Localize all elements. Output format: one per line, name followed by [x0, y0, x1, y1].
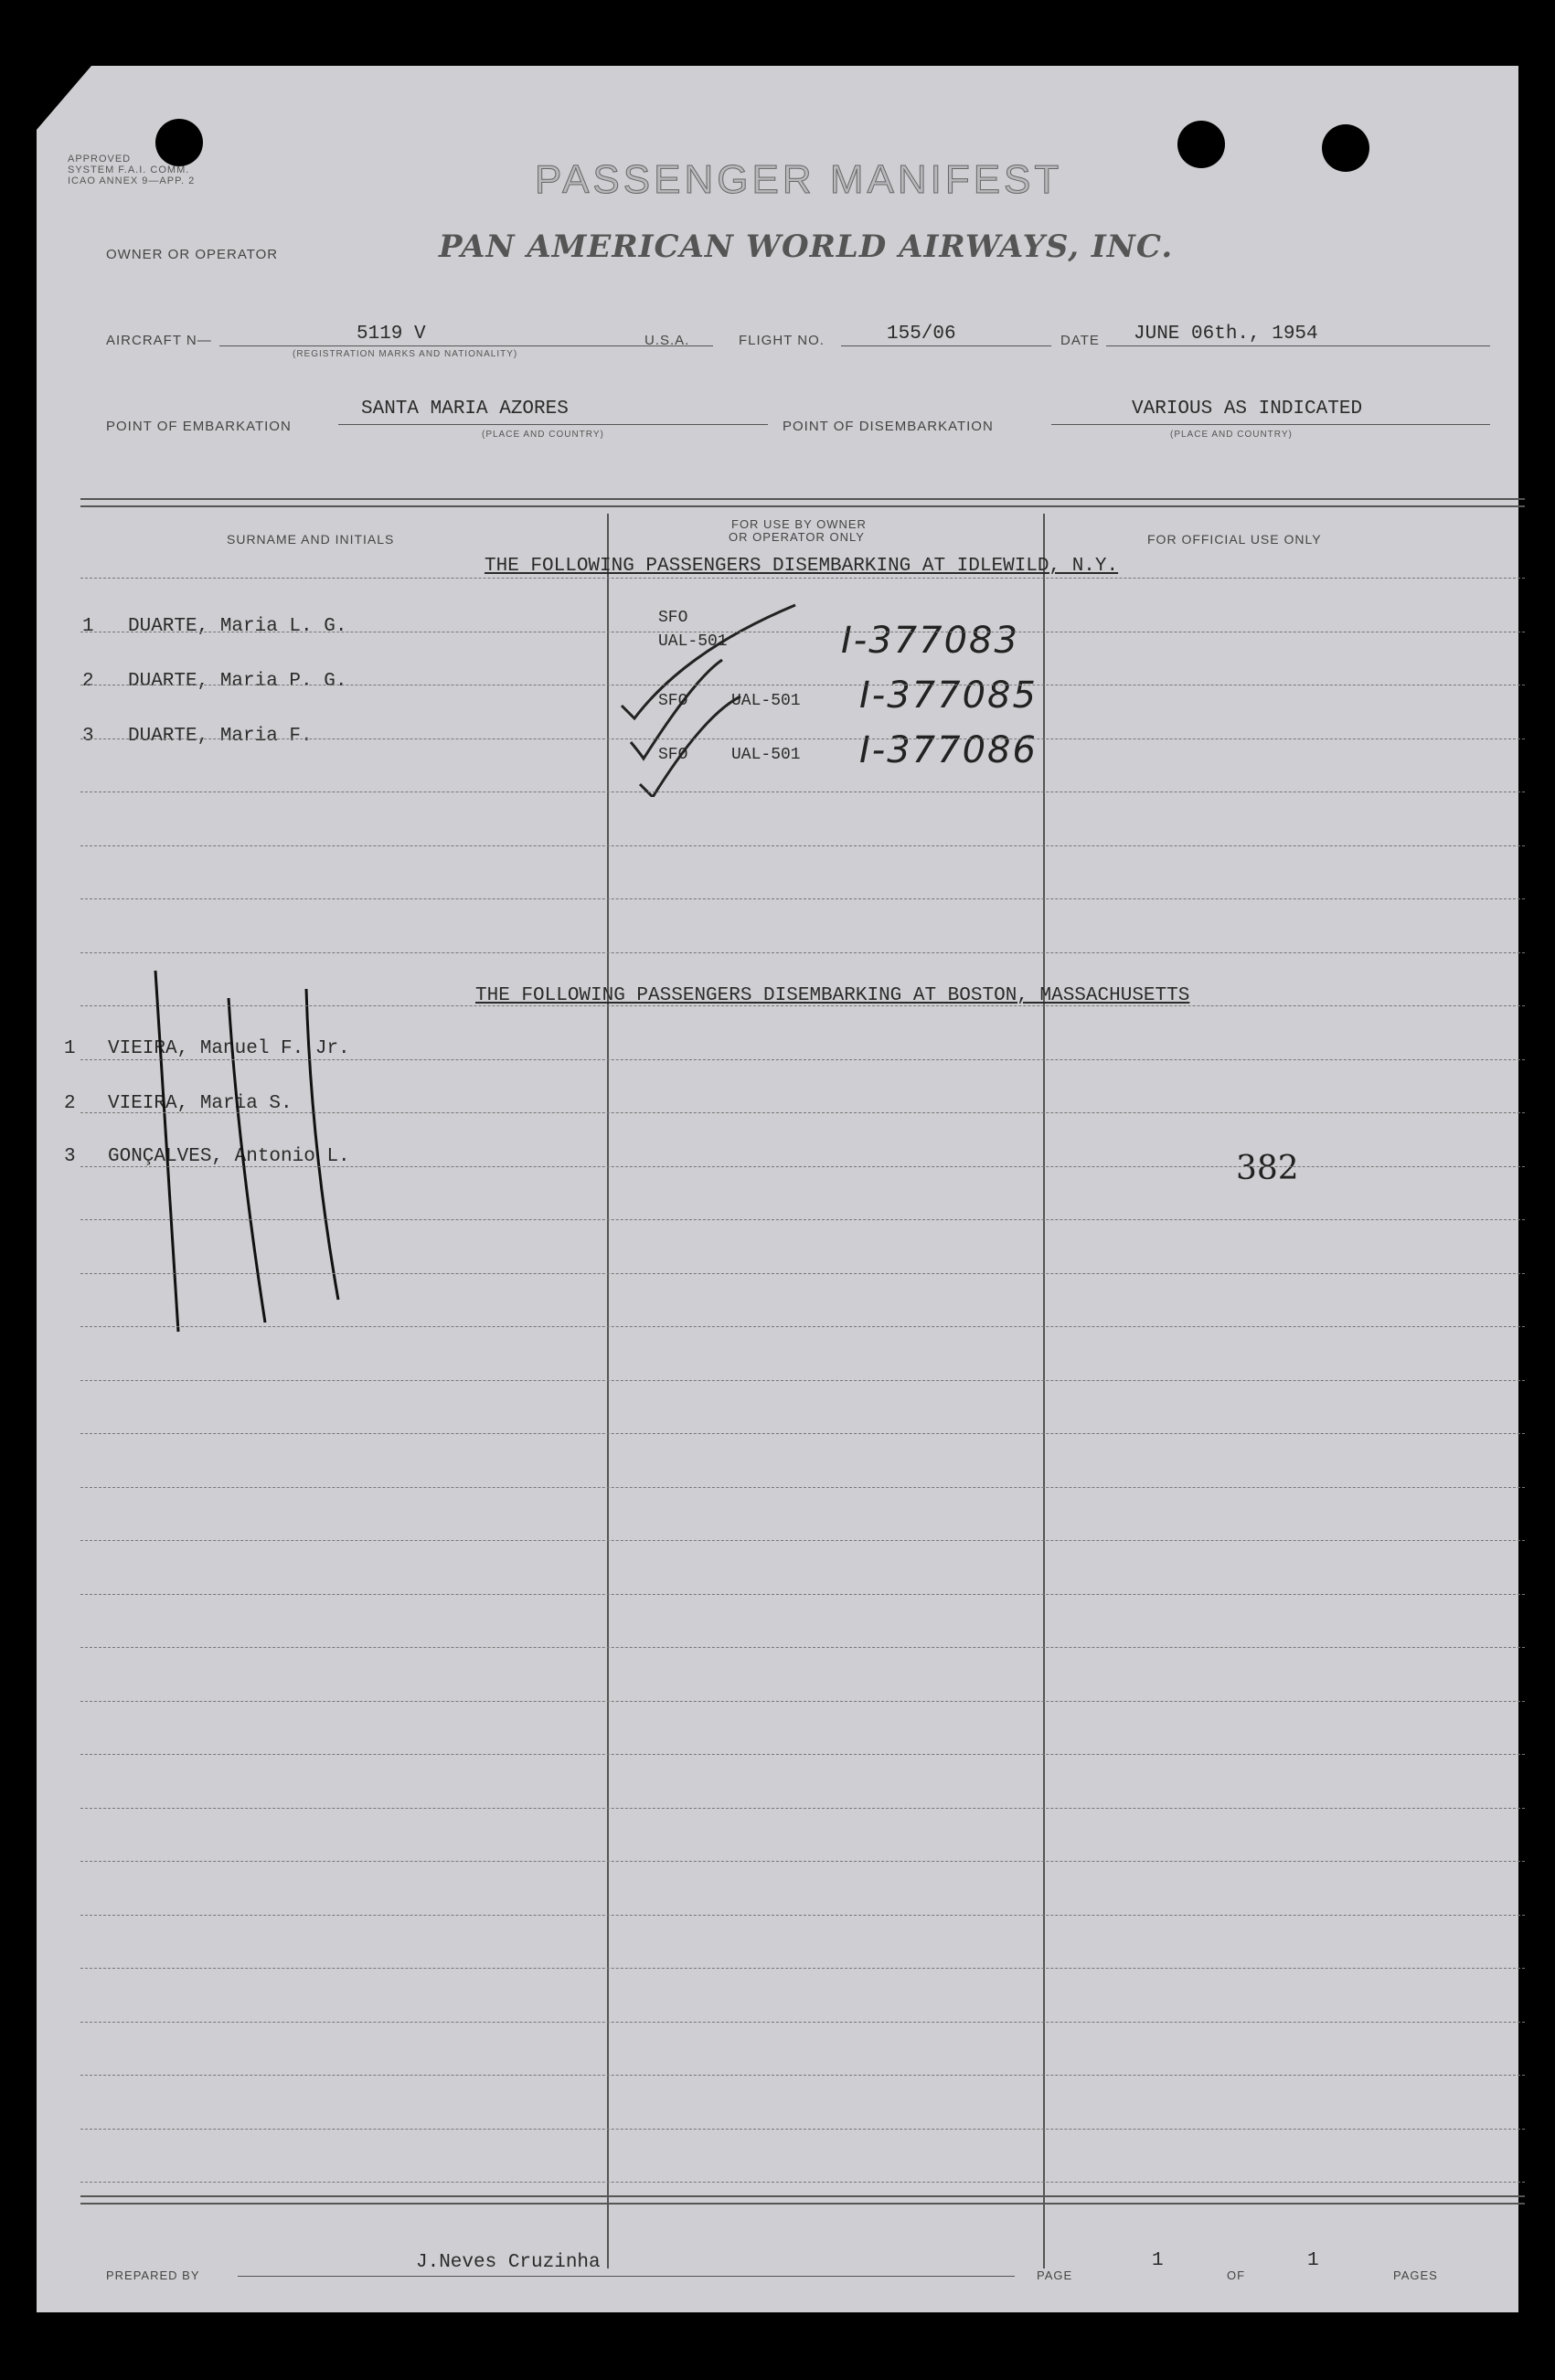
stamped-number: 382 — [1236, 1150, 1299, 1187]
strike-marks — [128, 962, 366, 1345]
torn-corner — [37, 66, 110, 139]
table-top-rule-2 — [80, 505, 1525, 507]
prepared-by-label: PREPARED BY — [106, 2268, 200, 2282]
row-rule — [80, 952, 1525, 953]
flight-value: 155/06 — [887, 324, 956, 345]
aircraft-value: 5119 V — [357, 324, 426, 345]
page-number: 1 — [1152, 2250, 1164, 2271]
manifest-page — [37, 66, 1518, 2312]
row-rule — [80, 2182, 1525, 2183]
approval-block — [68, 154, 195, 186]
pages-label: PAGES — [1393, 2268, 1438, 2282]
table-top-rule — [80, 498, 1525, 500]
official-handwritten-number: I-377085 — [859, 675, 1038, 717]
disembarkation-sublabel: (PLACE AND COUNTRY) — [1170, 430, 1293, 440]
table-bottom-rule — [80, 2195, 1525, 2197]
col-official-header: FOR OFFICIAL USE ONLY — [1147, 532, 1322, 547]
date-underline — [1106, 345, 1490, 346]
page-label: PAGE — [1037, 2268, 1073, 2282]
row-rule — [80, 738, 1525, 739]
row-rule — [80, 2075, 1525, 2076]
owner-label: OWNER OR OPERATOR — [106, 247, 279, 262]
disembarkation-underline — [1051, 424, 1490, 425]
passenger-name: VIEIRA, Maria S. — [108, 1093, 293, 1114]
passenger-number: 2 — [82, 671, 94, 692]
row-rule — [80, 1701, 1525, 1702]
passenger-name: VIEIRA, Manuel F. Jr. — [108, 1038, 350, 1059]
approval-line: SYSTEM F.A.I. COMM. — [68, 165, 190, 175]
row-rule — [80, 1059, 1525, 1060]
row-rule — [80, 1273, 1525, 1274]
embarkation-underline — [338, 424, 768, 425]
section1-heading: THE FOLLOWING PASSENGERS DISEMBARKING AT IDLEWILD, N.Y. — [485, 556, 1119, 577]
approval-line: ICAO ANNEX 9—APP. 2 — [68, 175, 196, 186]
flight-underline — [841, 345, 1051, 346]
row-rule — [80, 1219, 1525, 1220]
official-handwritten-number: I-377083 — [841, 620, 1019, 662]
row-rule — [80, 1861, 1525, 1862]
col-owner-header-line1: FOR USE BY OWNER — [731, 517, 867, 531]
row-rule — [80, 1968, 1525, 1969]
passenger-name: GONÇALVES, Antonio L. — [108, 1146, 350, 1167]
row-rule — [80, 1380, 1525, 1381]
passenger-number: 3 — [82, 726, 94, 747]
passenger-name: DUARTE, Maria L. G. — [128, 616, 347, 637]
embarkation-value: SANTA MARIA AZORES — [361, 398, 569, 420]
row-rule — [80, 1326, 1525, 1327]
row-rule — [80, 1808, 1525, 1809]
owner-use-line2: UAL-501 — [731, 746, 801, 764]
row-rule — [80, 845, 1525, 846]
prepared-by-underline — [238, 2276, 1015, 2277]
row-rule — [80, 2022, 1525, 2023]
passenger-number: 1 — [82, 616, 94, 637]
owner-use-line1: SFO — [658, 746, 688, 764]
official-handwritten-number: I-377086 — [859, 729, 1038, 771]
form-title: PASSENGER MANIFEST — [535, 157, 1063, 202]
passenger-name: DUARTE, Maria P. G. — [128, 671, 347, 692]
table-bottom-rule-2 — [80, 2203, 1525, 2205]
date-label: DATE — [1060, 333, 1100, 348]
row-rule — [80, 1487, 1525, 1488]
owner-use-line2: UAL-501 — [658, 632, 728, 651]
date-value: JUNE 06th., 1954 — [1134, 324, 1318, 345]
row-rule — [80, 1647, 1525, 1648]
column-divider-2 — [1043, 514, 1045, 2268]
disembarkation-value: VARIOUS AS INDICATED — [1132, 398, 1363, 420]
of-label: OF — [1227, 2268, 1246, 2282]
passenger-name: DUARTE, Maria F. — [128, 726, 313, 747]
row-rule — [80, 578, 1525, 579]
aircraft-label: AIRCRAFT N— — [106, 333, 212, 348]
row-rule — [80, 1112, 1525, 1113]
check-marks — [576, 578, 878, 797]
section2-heading: THE FOLLOWING PASSENGERS DISEMBARKING AT BOSTON, MASSACHUSETTS — [475, 985, 1190, 1006]
aircraft-sublabel: (REGISTRATION MARKS AND NATIONALITY) — [293, 349, 518, 359]
col-surname-header: SURNAME AND INITIALS — [227, 532, 395, 547]
prepared-by-value: J.Neves Cruzinha — [416, 2252, 601, 2273]
row-rule — [80, 1754, 1525, 1755]
passenger-number: 2 — [64, 1093, 76, 1114]
punch-hole-right-2 — [1322, 124, 1369, 172]
total-pages: 1 — [1307, 2250, 1319, 2271]
embarkation-sublabel: (PLACE AND COUNTRY) — [482, 430, 604, 440]
row-rule — [80, 1915, 1525, 1916]
row-rule — [80, 898, 1525, 899]
row-rule — [80, 2129, 1525, 2130]
usa-label: U.S.A. — [644, 333, 690, 348]
passenger-number: 1 — [64, 1038, 76, 1059]
row-rule — [80, 1540, 1525, 1541]
aircraft-underline — [219, 345, 713, 346]
owner-use-line1: SFO — [658, 692, 688, 710]
row-rule — [80, 1166, 1525, 1167]
owner-use-line2: UAL-501 — [731, 692, 801, 710]
embarkation-label: POINT OF EMBARKATION — [106, 419, 292, 434]
punch-hole-right-1 — [1177, 121, 1225, 168]
passenger-number: 3 — [64, 1146, 76, 1167]
approval-line: APPROVED — [68, 154, 132, 165]
owner-use-line1: SFO — [658, 609, 688, 627]
owner-value: PAN AMERICAN WORLD AIRWAYS, INC. — [439, 228, 1174, 265]
col-owner-header-line2: OR OPERATOR ONLY — [729, 530, 865, 544]
disembarkation-label: POINT OF DISEMBARKATION — [783, 419, 994, 434]
flight-label: FLIGHT NO. — [739, 333, 825, 348]
row-rule — [80, 1005, 1525, 1006]
row-rule — [80, 1594, 1525, 1595]
row-rule — [80, 1433, 1525, 1434]
